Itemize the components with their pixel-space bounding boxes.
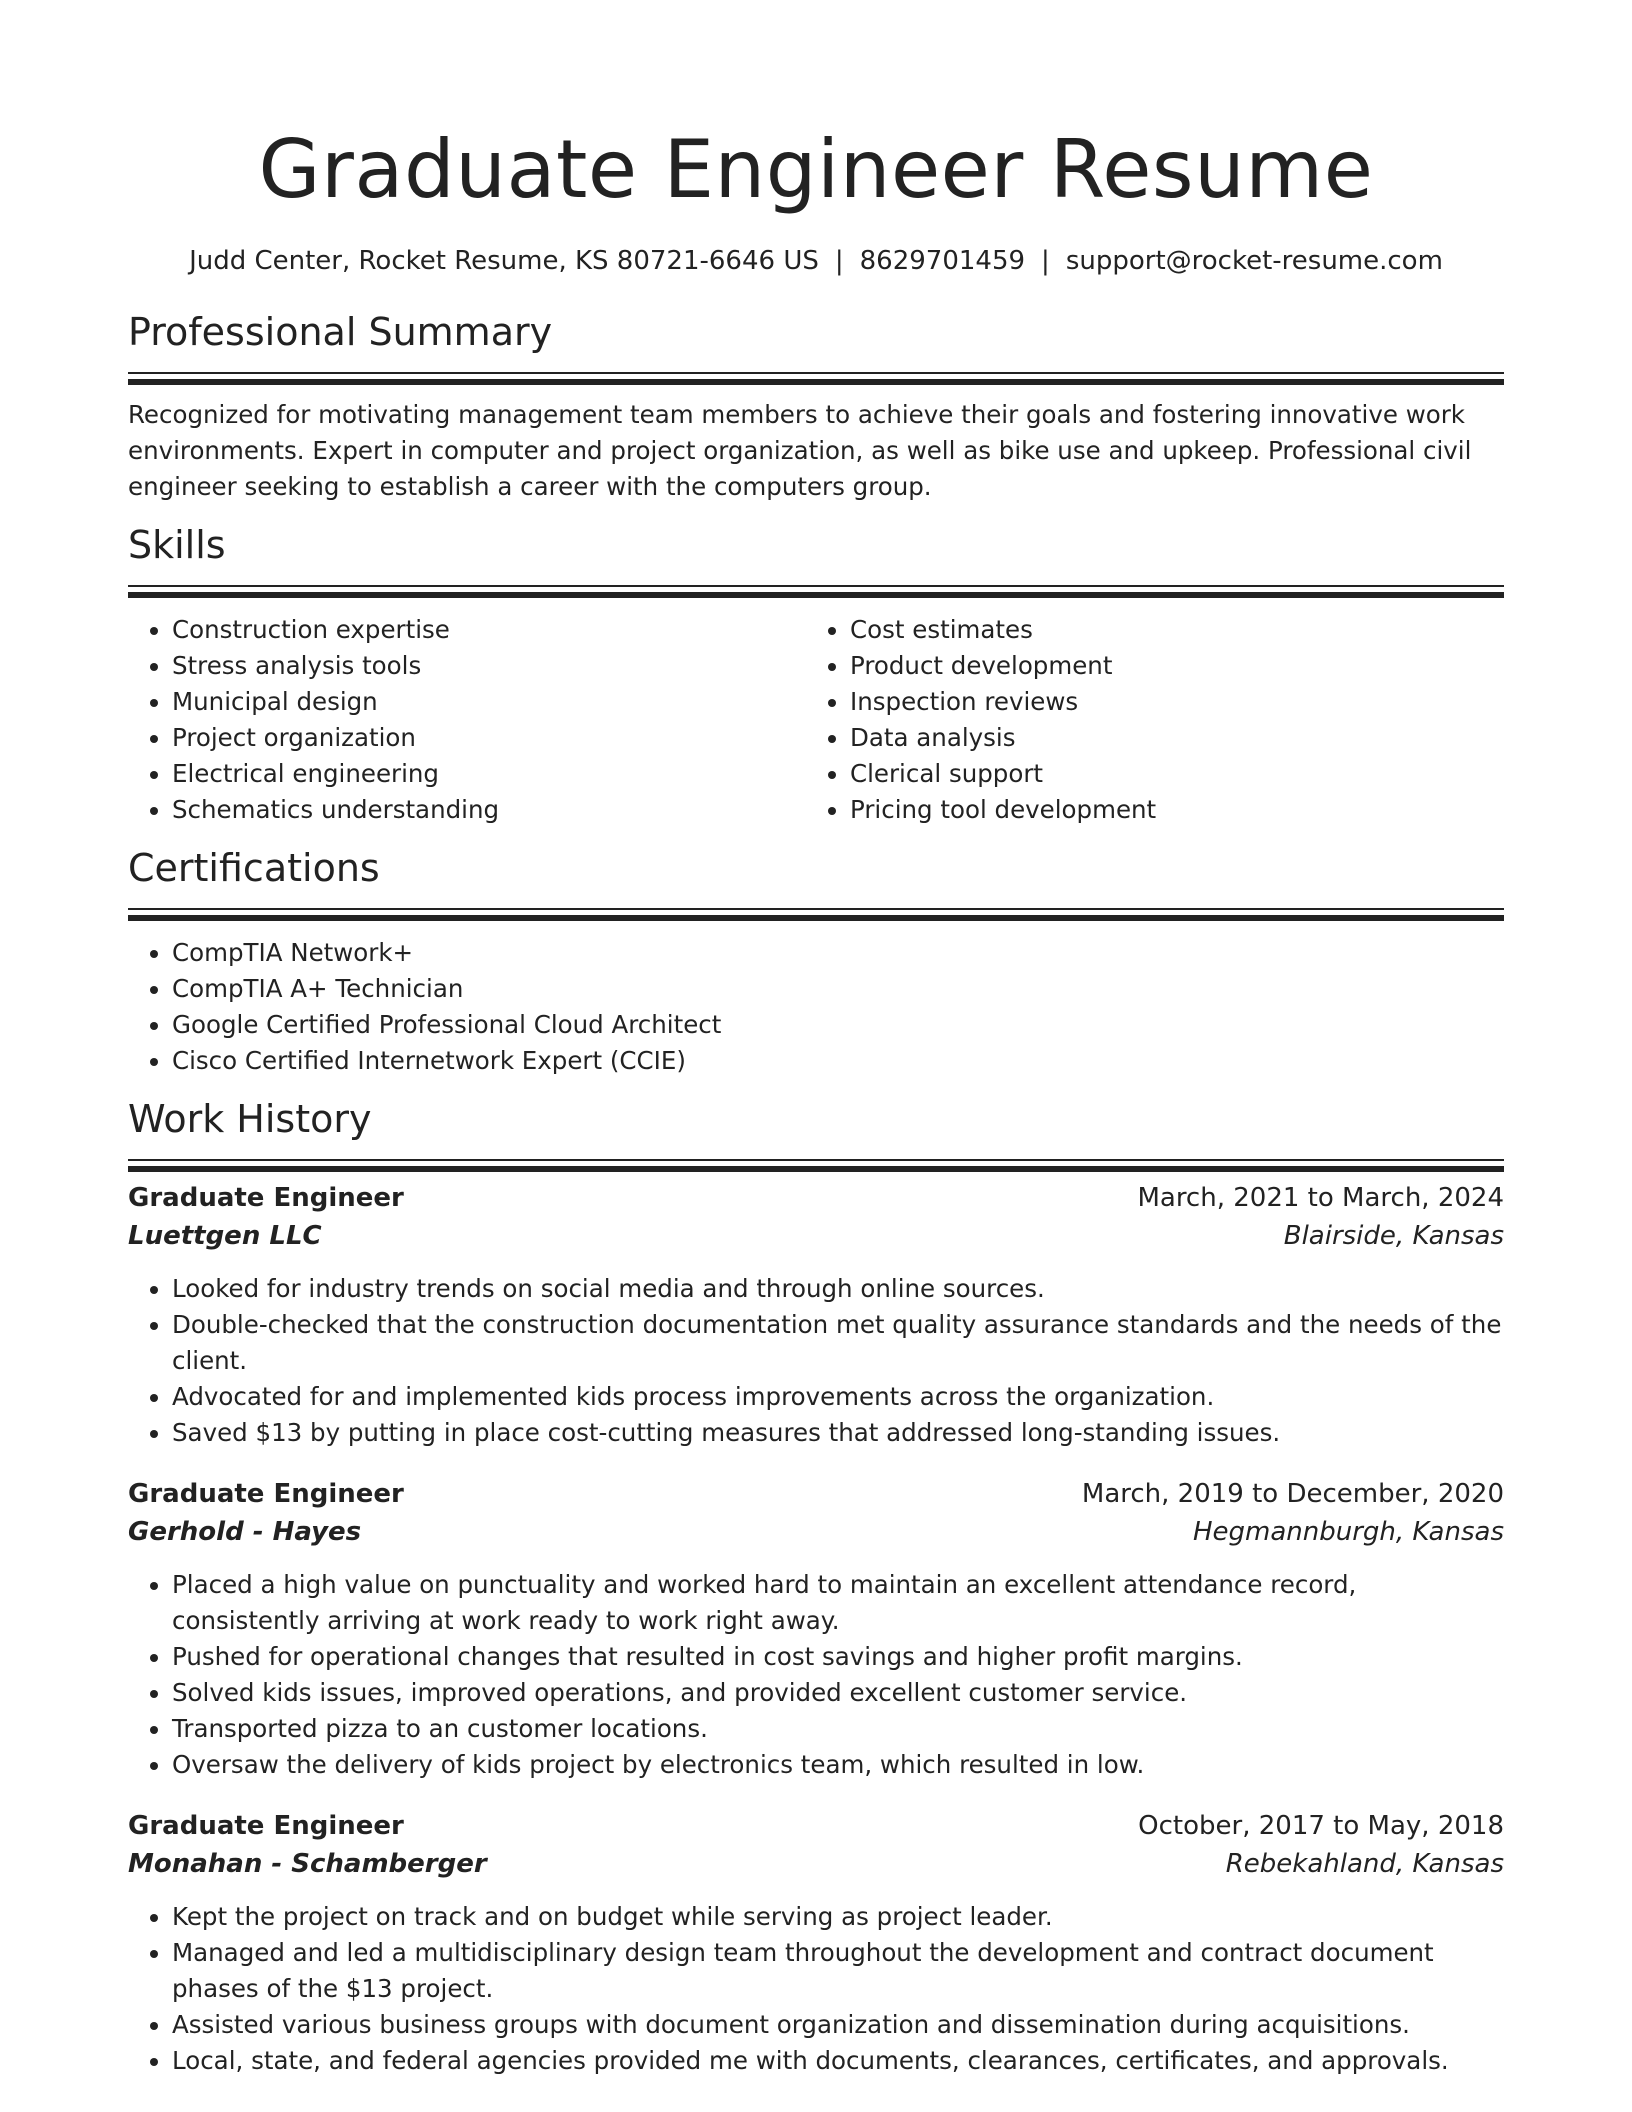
job-company-row	[128, 1513, 1504, 1551]
skill-item: • Project organization	[172, 720, 806, 756]
skill-item: • Inspection reviews	[850, 684, 1484, 720]
skills-section	[128, 521, 1504, 828]
certification-item: • CompTIA A+ Technician	[172, 971, 1504, 1007]
contact-separator: |	[834, 246, 844, 276]
job-location: Blairside, Kansas	[1283, 1221, 1504, 1251]
skill-item: • Electrical engineering	[172, 756, 806, 792]
job-company: Luettgen LLC	[128, 1221, 322, 1251]
job-company-row	[128, 1845, 1504, 1883]
contact-line	[128, 244, 1504, 278]
summary-text: Recognized for motivating management team members to achieve their goals and fostering innovative work environments. Expert in computer and project organization, as well as bike use and upkeep. Professional civil engineer seeking to establish a career with the computers group.	[128, 400, 1472, 501]
job-bullet: • Looked for industry trends on social media and through online sources.	[172, 1271, 1504, 1307]
contact-address: Judd Center, Rocket Resume, KS 80721-6646 US	[189, 246, 819, 276]
skill-item: • Clerical support	[850, 756, 1484, 792]
job-bullet: • Saved $13 by putting in place cost-cutting measures that addressed long-standing issues.	[172, 1415, 1504, 1451]
job-bullets	[128, 1255, 1504, 1451]
job-bullet: • Advocated for and implemented kids process improvements across the organization.	[172, 1379, 1504, 1415]
section-divider	[128, 372, 1504, 374]
job-entry	[128, 1807, 1504, 2079]
skills-list-left	[128, 612, 806, 828]
skill-item: • Schematics understanding	[172, 792, 806, 828]
contact-phone: 8629701459	[859, 246, 1026, 276]
section-divider	[128, 585, 1504, 587]
section-heading-work-history: Work History	[128, 1097, 372, 1141]
summary-section	[128, 308, 1504, 505]
work-history-section	[128, 1095, 1504, 2079]
job-bullets	[128, 1551, 1504, 1783]
section-heading-skills: Skills	[128, 523, 226, 567]
certifications-section	[128, 844, 1504, 1079]
skill-item: • Product development	[850, 648, 1484, 684]
section-heading-certifications: Certifications	[128, 846, 380, 890]
job-location: Rebekahland, Kansas	[1225, 1849, 1504, 1879]
certification-item: • Cisco Certified Internetwork Expert (CCIE)	[172, 1043, 1504, 1079]
job-header-row	[128, 1807, 1504, 1845]
skill-item: • Data analysis	[850, 720, 1484, 756]
section-divider	[128, 908, 1504, 910]
section-heading-summary: Professional Summary	[128, 310, 553, 354]
job-bullet: • Local, state, and federal agencies provided me with documents, clearances, certificates, and approvals.	[172, 2043, 1504, 2079]
resume-title: Graduate Engineer Resume	[258, 123, 1374, 216]
skill-item: • Construction expertise	[172, 612, 806, 648]
skills-list-right	[806, 612, 1484, 828]
certification-item: • CompTIA Network+	[172, 935, 1504, 971]
contact-email: support@rocket-resume.com	[1065, 246, 1443, 276]
job-entry	[128, 1475, 1504, 1783]
job-bullet: • Managed and led a multidisciplinary design team throughout the development and contract document phases of the $13 project.	[172, 1935, 1504, 2007]
job-bullet: • Kept the project on track and on budget while serving as project leader.	[172, 1899, 1504, 1935]
skill-item: • Pricing tool development	[850, 792, 1484, 828]
job-title: Graduate Engineer	[128, 1811, 404, 1841]
job-bullet: • Placed a high value on punctuality and worked hard to maintain an excellent attendance record, consistently arriving at work ready to work right away.	[172, 1567, 1504, 1639]
job-company: Monahan - Schamberger	[128, 1849, 487, 1879]
job-bullet: • Pushed for operational changes that resulted in cost savings and higher profit margins.	[172, 1639, 1504, 1675]
section-divider	[128, 1159, 1504, 1161]
job-bullet: • Assisted various business groups with document organization and dissemination during acquisitions.	[172, 2007, 1504, 2043]
skills-grid	[128, 587, 1504, 828]
job-dates: March, 2019 to December, 2020	[1081, 1479, 1504, 1509]
job-title: Graduate Engineer	[128, 1479, 404, 1509]
job-dates: October, 2017 to May, 2018	[1138, 1811, 1504, 1841]
job-header-row	[128, 1179, 1504, 1217]
job-bullet: • Transported pizza to an customer locations.	[172, 1711, 1504, 1747]
job-dates: March, 2021 to March, 2024	[1137, 1183, 1504, 1213]
job-entry	[128, 1179, 1504, 1451]
certifications-list	[128, 910, 1504, 1079]
job-company-row	[128, 1217, 1504, 1255]
job-bullet: • Double-checked that the construction documentation met quality assurance standards and the needs of the client.	[172, 1307, 1504, 1379]
certification-item: • Google Certified Professional Cloud Architect	[172, 1007, 1504, 1043]
job-location: Hegmannburgh, Kansas	[1192, 1517, 1504, 1547]
job-bullet: • Solved kids issues, improved operations, and provided excellent customer service.	[172, 1675, 1504, 1711]
skill-item: • Stress analysis tools	[172, 648, 806, 684]
resume-page	[128, 0, 1504, 2079]
contact-separator: |	[1041, 246, 1050, 276]
skill-item: • Cost estimates	[850, 612, 1484, 648]
job-bullet: • Oversaw the delivery of kids project by electronics team, which resulted in low.	[172, 1747, 1504, 1783]
skill-item: • Municipal design	[172, 684, 806, 720]
job-title: Graduate Engineer	[128, 1183, 404, 1213]
job-header-row	[128, 1475, 1504, 1513]
job-bullets	[128, 1883, 1504, 2079]
job-company: Gerhold - Hayes	[128, 1517, 362, 1547]
